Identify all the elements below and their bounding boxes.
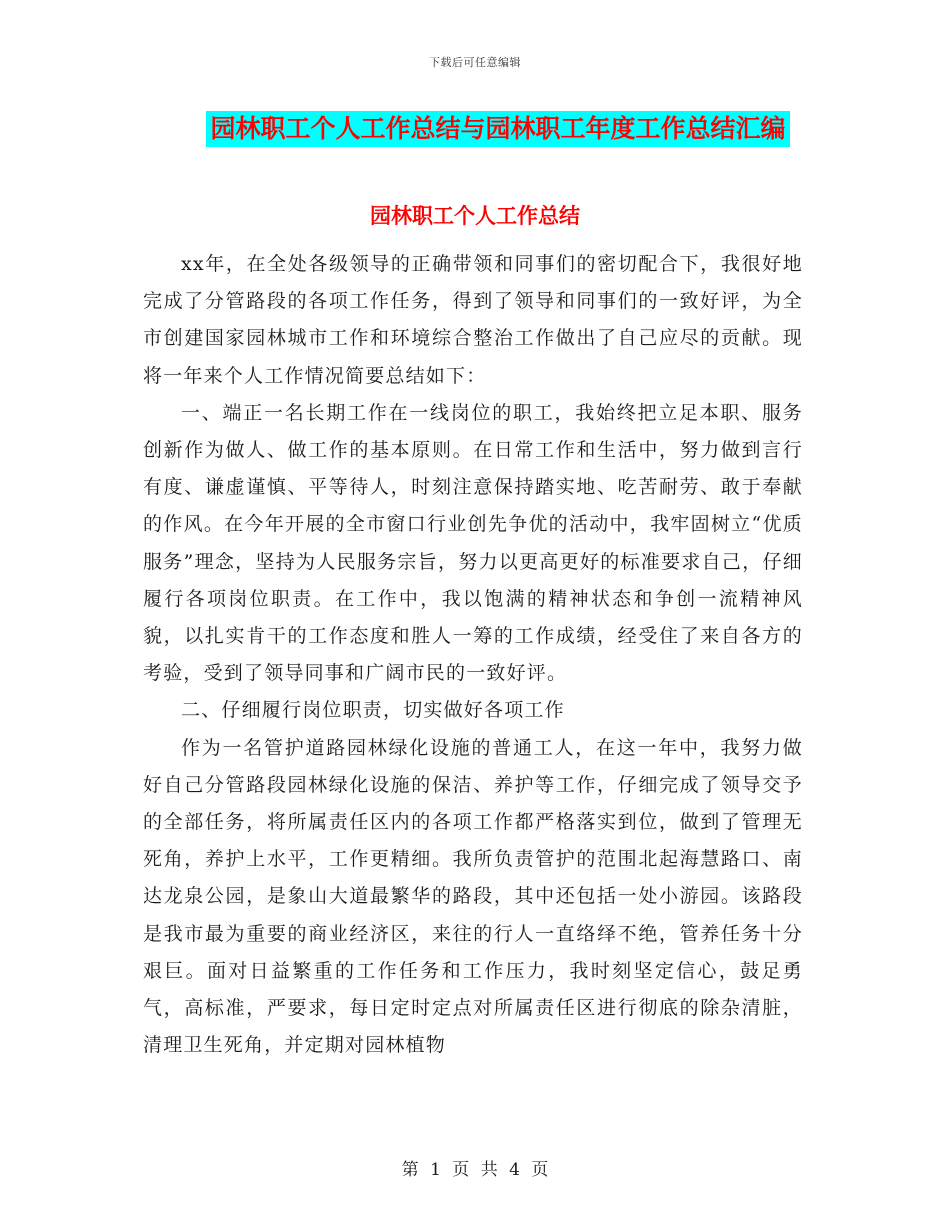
main-title-container bbox=[0, 111, 950, 147]
paragraph: 一、端正一名长期工作在一线岗位的职工，我始终把立足本职、服务创新作为做人、做工作的基本原则。在日常工作和生活中，努力做到言行有度、谦虚谨慎、平等待人，时刻注意保持踏实地、吃苦耐劳、敢于奉献的作风。在今年开展的全市窗口行业创先争优的活动中，我牢固树立“优质服务”理念，坚持为人民服务宗旨，努力以更高更好的标准要求自己，仔细履行各项岗位职责。在工作中，我以饱满的精神状态和争创一流精神风貌，以扎实肯干的工作态度和胜人一筹的工作成绩，经受住了来自各方的考验，受到了领导同事和广阔市民的一致好评。 bbox=[143, 401, 803, 685]
paragraph: 二、仔细履行岗位职责，切实做好各项工作 bbox=[181, 699, 565, 722]
header-note: 下载后可任意编辑 bbox=[429, 56, 521, 69]
main-title: 园林职工个人工作总结与园林职工年度工作总结汇编 bbox=[206, 111, 789, 147]
section-title: 园林职工个人工作总结 bbox=[370, 204, 580, 228]
paragraph: xx年，在全处各级领导的正确带领和同事们的密切配合下，我很好地完成了分管路段的各项工作任务，得到了领导和同事们的一致好评，为全市创建国家园林城市工作和环境综合整治工作做出了自己应尽的贡献。现将一年来个人工作情况简要总结如下： bbox=[143, 253, 803, 387]
body-text bbox=[143, 246, 803, 1064]
paragraph: 作为一名管护道路园林绿化设施的普通工人，在这一年中，我努力做好自己分管路段园林绿化设施的保洁、养护等工作，仔细完成了领导交予的全部任务，将所属责任区内的各项工作都严格落实到位，做到了管理无死角，养护上水平，工作更精细。我所负责管护的范围北起海慧路口、南达龙泉公园，是象山大道最繁华的路段，其中还包括一处小游园。该路段是我市最为重要的商业经济区，来往的行人一直络绎不绝，管养任务十分艰巨。面对日益繁重的工作任务和工作压力，我时刻坚定信心，鼓足勇气，高标准，严要求，每日定时定点对所属责任区进行彻底的除杂清脏，清理卫生死角，并定期对园林植物 bbox=[143, 736, 803, 1057]
page-footer: 第 1 页 共 4 页 bbox=[401, 1160, 549, 1180]
